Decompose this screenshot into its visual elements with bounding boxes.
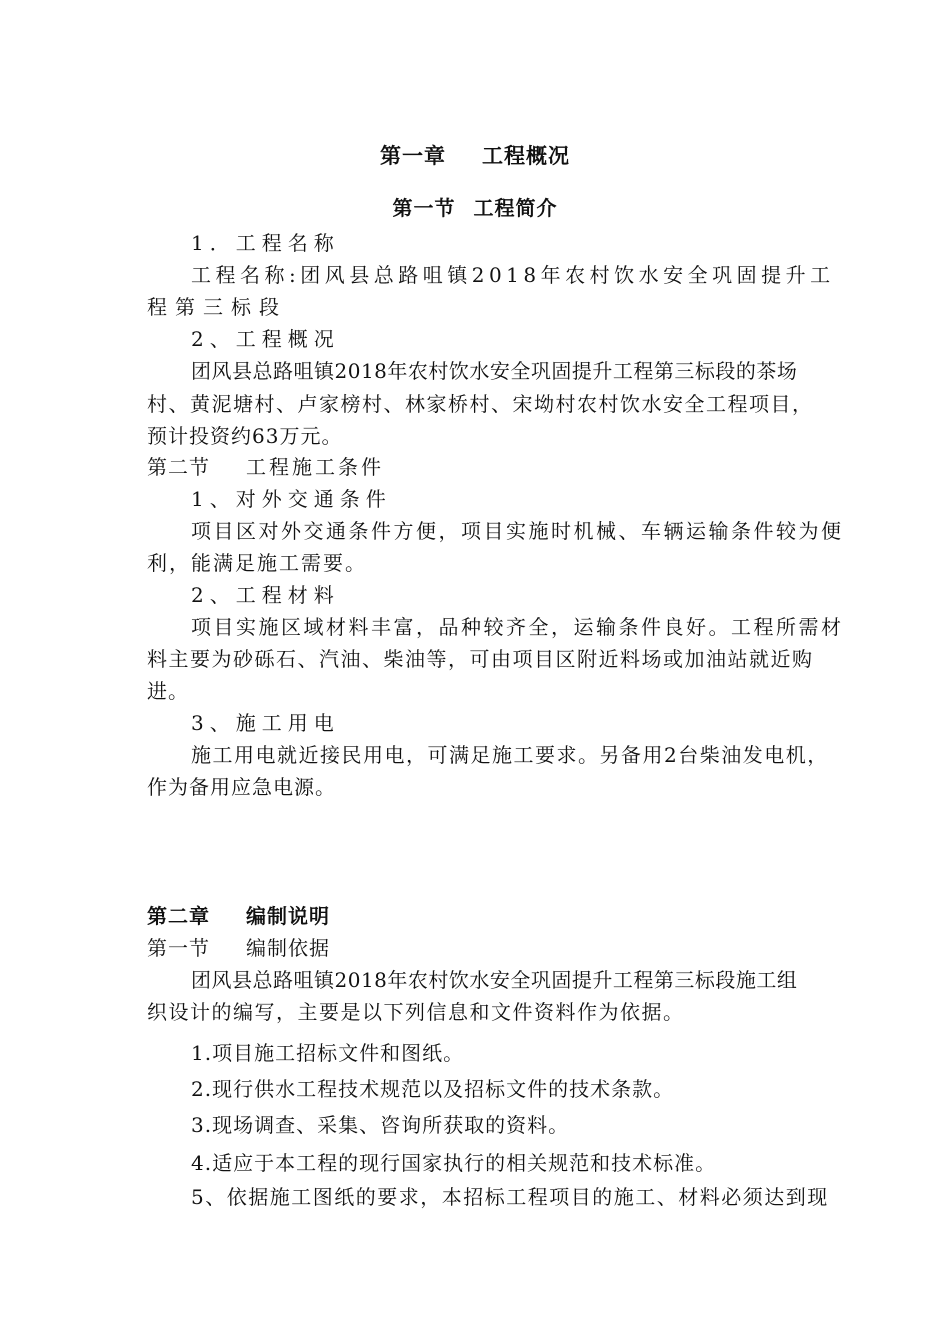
item2-line3: 预计投资约63万元。 — [147, 424, 343, 448]
chapter1-section2-title — [147, 454, 852, 480]
chapter1-name: 工程概况 — [482, 144, 570, 168]
item2-heading: 2、工程概况 — [191, 327, 340, 351]
chapter2-title — [147, 903, 852, 929]
cond2-line2: 料主要为砂砾石、汽油、柴油等，可由项目区附近料场或加油站就近购 — [147, 647, 814, 671]
item2-line2: 村、黄泥塘村、卢家榜村、林家桥村、宋坳村农村饮水安全工程项目， — [147, 392, 814, 416]
cond1-heading: 1、对外交通条件 — [191, 487, 392, 511]
cond3-heading: 3、施工用电 — [191, 711, 340, 735]
item1-heading: 1．工程名称 — [191, 231, 340, 255]
cond3-line2: 作为备用应急电源。 — [147, 775, 336, 799]
basis-item-5: 5、依据施工图纸的要求，本招标工程项目的施工、材料必须达到现 — [191, 1185, 829, 1209]
cond1-line1: 项目区对外交通条件方便，项目实施时机械、车辆运输条件较为便 — [191, 519, 844, 543]
item2-line1: 团风县总路咀镇2018年农村饮水安全巩固提升工程第三标段的茶场 — [191, 359, 798, 383]
chapter2-section1-number: 第一节 — [147, 936, 210, 960]
cond2-line1: 项目实施区域材料丰富，品种较齐全，运输条件良好。工程所需材 — [191, 615, 844, 639]
cond2-heading: 2、工程材料 — [191, 583, 340, 607]
chapter1-section1-name: 工程简介 — [473, 196, 558, 220]
chapter2-intro-line1: 团风县总路咀镇2018年农村饮水安全巩固提升工程第三标段施工组 — [191, 968, 798, 992]
chapter2-number: 第二章 — [147, 904, 210, 928]
chapter1-section2-number: 第二节 — [147, 455, 210, 479]
cond2-line3: 进。 — [147, 679, 189, 703]
basis-item-4: 4.适应于本工程的现行国家执行的相关规范和技术标准。 — [191, 1151, 717, 1175]
basis-item-3: 3.现场调查、采集、咨询所获取的资料。 — [191, 1113, 570, 1137]
chapter2-section1-title — [147, 935, 852, 961]
basis-item-1: 1.项目施工招标文件和图纸。 — [191, 1041, 465, 1065]
basis-item-2: 2.现行供水工程技术规范以及招标文件的技术条款。 — [191, 1077, 675, 1101]
chapter1-section2-name: 工程施工条件 — [246, 455, 384, 479]
chapter1-section1-title — [0, 195, 950, 221]
chapter1-number: 第一章 — [380, 144, 446, 168]
chapter2-section1-name: 编制依据 — [246, 936, 330, 960]
item1-line1: 工程名称:团风县总路咀镇2018年农村饮水安全巩固提升工 — [191, 263, 835, 287]
chapter2-intro-line2: 织设计的编写，主要是以下列信息和文件资料作为依据。 — [147, 1000, 685, 1024]
chapter1-title — [0, 143, 950, 169]
item1-line2: 程第三标段 — [147, 295, 287, 319]
cond1-line2: 利，能满足施工需要。 — [147, 551, 367, 575]
chapter2-name: 编制说明 — [246, 904, 330, 928]
cond3-line1: 施工用电就近接民用电，可满足施工要求。另备用2台柴油发电机， — [191, 743, 829, 767]
chapter1-section1-number: 第一节 — [392, 196, 456, 220]
